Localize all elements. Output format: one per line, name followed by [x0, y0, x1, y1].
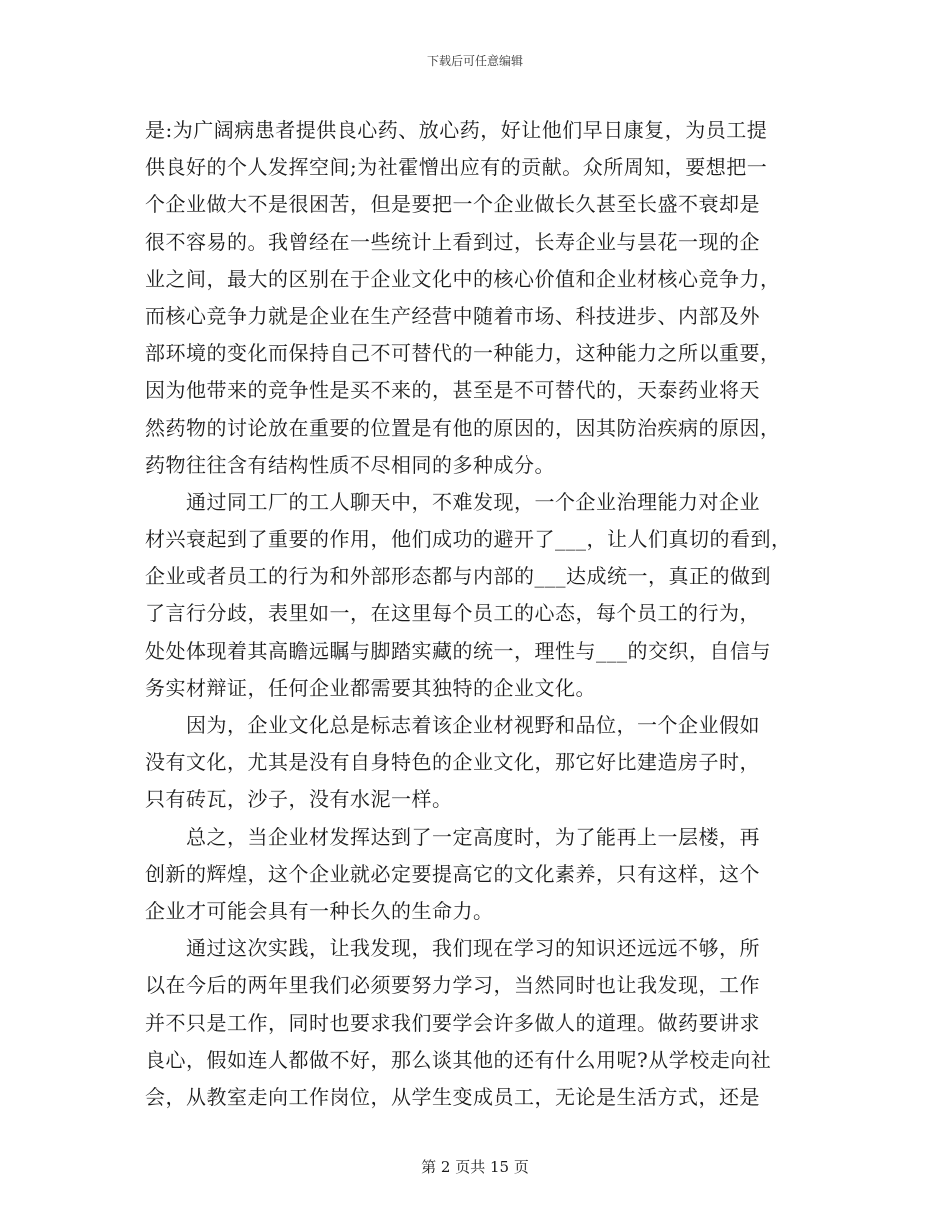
text-line: 企业或者员工的行为和外部形态都与内部的___达成统一，真正的做到 — [145, 564, 771, 589]
text-line: 处处体现着其高瞻远瞩与脚踏实藏的统一，理性与___的交织，自信与 — [145, 638, 771, 663]
page-number-footer: 第 2 页共 15 页 — [421, 1158, 529, 1176]
text-line: 良心，假如连人都做不好，那么谈其他的还有什么用呢?从学校走向社 — [145, 1047, 772, 1072]
text-line: 创新的辉煌，这个企业就必定要提高它的文化素养，只有这样，这个 — [145, 861, 760, 886]
text-line: 很不容易的。我曾经在一些统计上看到过，长寿企业与昙花一现的企 — [145, 229, 760, 254]
text-line: 没有文化，尤其是没有自身特色的企业文化，那它好比建造房子时， — [145, 750, 760, 775]
text-line: 业之间，最大的区别在于企业文化中的核心价值和企业材核心竞争力， — [145, 266, 781, 291]
text-line: 是:为广阔病患者提供良心药、放心药，好让他们早日康复，为员工提 — [145, 118, 768, 142]
text-line: 供良好的个人发挥空间;为社霍憎出应有的贡献。众所周知，要想把一 — [145, 155, 768, 180]
text-line: 材兴衰起到了重要的作用，他们成功的避开了___，让人们真切的看到， — [145, 527, 792, 552]
text-line: 通过同工厂的工人聊天中，不难发现，一个企业治理能力对企业 — [145, 489, 760, 514]
text-line: 部环境的变化而保持自己不可替代的一种能力，这种能力之所以重要， — [145, 341, 781, 366]
text-line: 通过这次实践，让我发现，我们现在学习的知识还远远不够，所 — [145, 936, 760, 961]
text-line: 因为他带来的竞争性是买不来的，甚至是不可替代的，天泰药业将天 — [145, 378, 760, 403]
document-body — [145, 112, 810, 1116]
text-line: 总之，当企业材发挥达到了一定高度时，为了能再上一层楼，再 — [145, 824, 760, 849]
text-line: 个企业做大不是很困苦，但是要把一个企业做长久甚至长盛不衰却是 — [145, 192, 760, 217]
text-line: 药物往往含有结构性质不尽相同的多种成分。 — [145, 452, 555, 477]
text-line: 企业才可能会具有一种长久的生命力。 — [145, 898, 494, 923]
text-line: 以在今后的两年里我们必须要努力学习，当然同时也让我发现，工作 — [145, 973, 760, 998]
page-header: 下载后可任意编辑 — [426, 54, 523, 68]
text-line: 了言行分歧，表里如一，在这里每个员工的心态，每个员工的行为， — [145, 601, 760, 626]
text-line: 只有砖瓦，沙子，没有水泥一样。 — [145, 787, 453, 812]
text-line: 会，从教室走向工作岗位，从学生变成员工，无论是生活方式，还是 — [145, 1084, 760, 1109]
text-line: 然药物的讨论放在重要的位置是有他的原因的，因其防治疾病的原因， — [145, 415, 781, 440]
text-line: 并不只是工作，同时也要求我们要学会许多做人的道理。做药要讲求 — [145, 1010, 760, 1035]
text-line: 而核心竞争力就是企业在生产经营中随着市场、科技进步、内部及外 — [145, 303, 760, 328]
text-line: 务实材辩证，任何企业都需要其独特的企业文化。 — [145, 675, 596, 700]
text-line: 因为，企业文化总是标志着该企业材视野和品位，一个企业假如 — [145, 713, 760, 737]
